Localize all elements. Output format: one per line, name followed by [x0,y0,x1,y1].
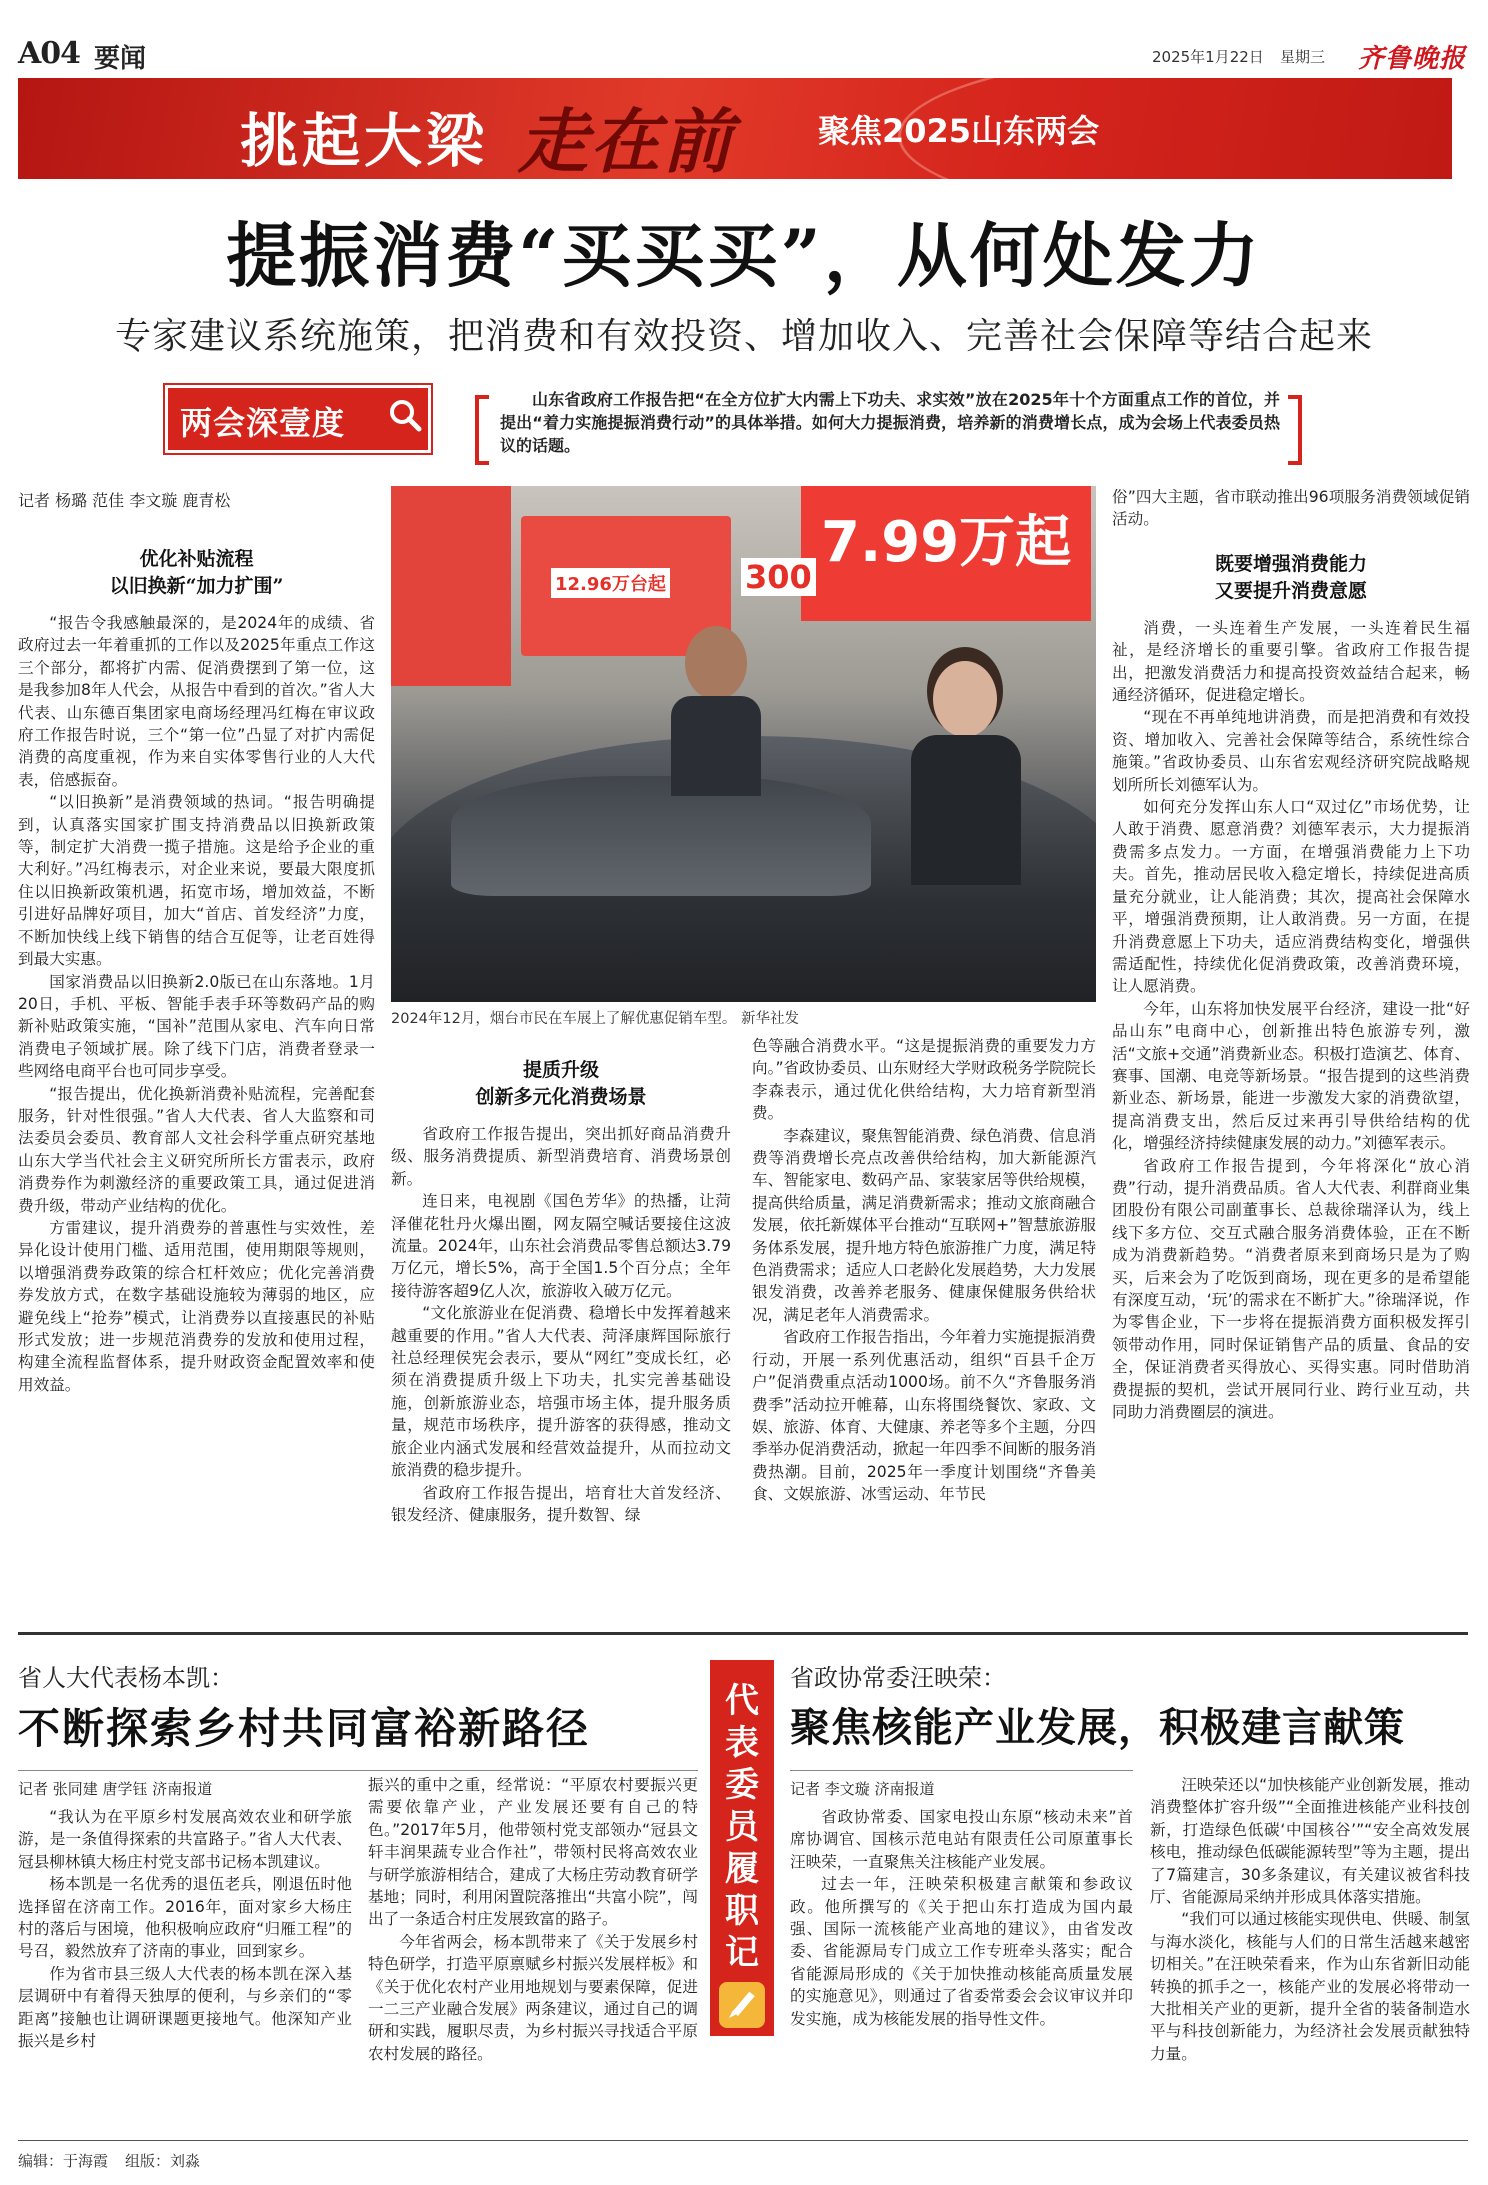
col4-para: 今年，山东将加快发展平台经济，建设一批“好品山东”电商中心，创新推出特色旅游专列，激活“文旅+交通”消费新业态。积极打造演艺、体育、赛事、国潮、电竞等新场景。“报告提到的这些消费新业态、新场景，能进一步激发大家的消费欲望，提高消费支出，然后反过来再引导供给结构的优化，增强经济持续健康发展的动力。”刘德军表示。 [1112,999,1470,1153]
col1-subhead-2: 以旧换新“加力扩围” [109,575,284,597]
right-story-kicker: 省政协常委汪映荣： [790,1664,1006,1692]
photo-person-woman [911,661,1021,881]
col3-para: 色等融合消费水平。“这是提振消费的重要发力方向。”省政协委员、山东财经大学财政税务学院院长李森表示，通过优化供给结构，大力培育新型消费。 [752,1037,1096,1123]
section-name: 要闻 [94,44,147,74]
right-story-col-2 [1150,1774,1470,2065]
col4-para: 如何充分发挥山东人口“双过亿”市场优势，让人敢于消费、愿意消费？刘德军表示，大力提振消费需多点发力。一方面，在增强消费能力上下功夫。首先，推动居民收入稳定增长，持续促进高质量充分就业，让人能消费；其次，提高社会保障水平，增强消费预期，让人敢消费。另一方面，在提升消费意愿上下功夫，适应消费结构变化，增强供需适配性，持续优化促消费政策，改善消费环境，让人愿消费。 [1112,798,1470,996]
col4-para: 省政府工作报告提到，今年将深化“放心消费”行动，提升消费品质。省人大代表、利群商业集团股份有限公司副董事长、总裁徐瑞泽认为，线上线下多方位、交互式融合服务消费体验，正在不断成为消费新趋势。“消费者原来到商场只是为了购买，后来会为了吃饭到商场，现在更多的是希望能有深度互动，‘玩’的需求在不断扩大。”徐瑞泽说，作为零售企业，下一步将在提振消费方面积极发挥引领带动作用，同时保证销售产品的质量、食品的安全，保证消费者买得放心、买得实惠。同时借助消费提振的契机，尝试开展同行业、跨行业互动，共同助力消费圈层的演进。 [1112,1156,1470,1422]
col3-para: 省政府工作报告指出，今年着力实施提振消费行动，开展一系列优惠活动，组织“百县千企万户”促消费重点活动1000场。前不久“齐鲁服务消费季”活动拉开帷幕，山东将围绕餐饮、家政、文娱、旅游、体育、大健康、养老等多个主题，分四季举办促消费活动，掀起一年四季不间断的服务消费热潮。目前，2025年一季度计划围绕“齐鲁美食、文娱旅游、冰雪运动、年节民 [752,1328,1096,1504]
col4-intro: 俗”四大主题，省市联动推出96项服务消费领域促销活动。 [1112,488,1470,529]
lead-bracket-right [1288,395,1302,465]
photo-price-tag2: 300 [741,558,816,596]
col1-para: 国家消费品以旧换新2.0版已在山东落地。1月20日，手机、平板、智能手表手环等数码产品的购新补贴政策实施，“国补”范围从家电、汽车向日常消费电子领域扩展。除了线下门店，消费者登录一些网络电商平台也可同步享受。 [18,972,375,1081]
col2-para: “文化旅游业在促消费、稳增长中发挥着越来越重要的作用。”省人大代表、菏泽康辉国际旅行社总经理侯宪会表示，要从“网红”变成长红，必须在消费提质升级上下功夫，扎实完善基础设施，创新旅游业态，培强市场主体，提升服务质量，规范市场秩序，提升游客的获得感，推动文旅企业内涵式发展和经营效益提升，从而拉动文旅消费的稳步提升。 [391,1304,731,1480]
issue-weekday: 星期三 [1280,48,1326,66]
col2-para: 连日来，电视剧《国色芳华》的热播，让菏泽催花牡丹火爆出圈，网友隔空喊话要接住这波流量。2024年，山东社会消费品零售总额达3.79万亿元，增长5%，高于全国1.5个百分点；全年接待游客超9亿人次，旅游收入破万亿元。 [391,1192,731,1300]
main-subheadline: 专家建议系统施策，把消费和有效投资、增加收入、完善社会保障等结合起来 [114,316,1373,357]
left-story-para: 作为省市县三级人大代表的杨本凯在深入基层调研中有着得天独厚的便利，与乡亲们的“零距离”接触也让调研课题更接地气。他深知产业振兴是乡村 [18,1964,352,2051]
right-story-para: “我们可以通过核能实现供电、供暖、制氢与海水淡化，核能与人们的日常生活越来越密切相关。”在汪映荣看来，作为山东省新旧动能转换的抓手之一，核能产业的发展必将带动一大批相关产业的更新，提升全省的装备制造水平与科技创新能力，为经济社会发展贡献独特力量。 [1150,1910,1470,2063]
left-story-col-2 [368,1774,698,2065]
photo-caption: 2024年12月，烟台市民在车展上了解优惠促销车型。 新华社发 [391,1011,799,1027]
banner-slogan-main: 挑起大梁 [240,107,489,175]
theme-banner [18,78,1452,179]
right-story-col-1 [790,1806,1133,2030]
column-tag [165,385,431,453]
col3-para: 李森建议，聚焦智能消费、绿色消费、信息消费等消费增长亮点改善供给结构，加大新能源汽车、智能家电、数码产品、家装家居等供给规模，提高供给质量，满足消费新需求；推动文旅商融合发展，依托新媒体平台推动“互联网+”智慧旅游服务体系发展，提升地方特色旅游推广力度，满足特色消费需求；适应人口老龄化发展趋势，大力发展银发消费，改善养老服务、健康保健服务供给状况，满足老年人消费需求。 [752,1126,1096,1324]
pencil-icon [719,1982,765,2028]
left-story-headline: 不断探索乡村共同富裕新路径 [18,1704,591,1753]
photo-car-window [451,776,871,896]
page-header [18,36,1468,76]
page-code: A04 [18,36,81,71]
right-story-para: 过去一年，汪映荣积极建言献策和参政议政。他所撰写的《关于把山东打造成为国内最强、国际一流核能产业高地的建议》，由省发改委、省能源局专门成立工作专班牵头落实；配合省能源局形成的《关于加快推动核能高质量发展的实施意见》，则通过了省委常委会会议审议并印发实施，成为核能发展的指导性文件。 [790,1875,1133,2028]
col2-para: 省政府工作报告提出，培育壮大首发经济、银发经济、健康服务，提升数智、绿 [391,1483,731,1524]
right-story-rule [790,1770,1133,1771]
col2-para: 省政府工作报告提出，突出抓好商品消费升级、服务消费提质、新型消费培育、消费场景创新。 [391,1125,731,1188]
col1-para: “以旧换新”是消费领域的热词。“报告明确提到，认真落实国家扩围支持消费品以旧换新政策等，制定扩大消费一揽子措施。这是给予企业的重大利好。”冯红梅表示，对企业来说，要最大限度抓住以旧换新政策机遇，拓宽市场，增加效益，不断引进好品牌好项目，加大“首店、首发经济”力度，不断加快线上线下销售的结合互促等，让老百姓得到最大实惠。 [18,793,375,969]
lead-bracket-left [475,395,489,465]
col1-para: “报告提出，优化换新消费补贴流程，完善配套服务，针对性很强。”省人大代表、省人大监察和司法委员会委员、教育部人文社会科学重点研究基地山东大学当代社会主义研究所所长方雷表示，政府消费券作为刺激经济的重要政策工具，通过促进消费升级，带动产业结构的优化。 [18,1084,375,1215]
photo-price-main: 7.99万起 [821,510,1072,575]
main-headline: 提振消费“买买买”，从何处发力 [226,214,1262,297]
left-story-para: 振兴的重中之重，经常说：“平原农村要振兴更需要依靠产业，产业发展还要有自己的特色。”2017年5月，他带领村党支部领办“冠县文轩丰润果蔬专业合作社”，带领村民将高效农业与研学旅游相结合，建成了大杨庄劳动教育研学基地；同时，利用闲置院落推出“共富小院”，闯出了一条适合村庄发展致富的路子。 [368,1776,698,1929]
feature-tag-label: 代表委员履职记 [725,1681,759,1973]
photo-price-tag1: 12.96万台起 [551,568,670,598]
col4-subhead-1: 既要增强消费能力 [1214,552,1367,575]
magnifier-icon [388,398,418,428]
left-story-byline: 记者 张同建 唐学钰 济南报道 [18,1780,213,1798]
main-col-2 [391,1035,731,1526]
lead-text: 山东省政府工作报告把“在全方位扩大内需上下功夫、求实效”放在2025年十个方面重点工作的首位，并提出“着力实施提振消费行动”的具体举措。如何大力提振消费，培养新的消费增长点，成为会场上代表委员热议的话题。 [500,390,1280,455]
right-story-byline: 记者 李文璇 济南报道 [790,1780,935,1798]
main-col-4 [1112,486,1470,1423]
footer-layout: 组版：刘淼 [125,2152,201,2170]
feature-tag [710,1660,774,2036]
left-story-kicker: 省人大代表杨本凯： [18,1664,234,1692]
left-story-col-1 [18,1806,352,2052]
right-story-headline: 聚焦核能产业发展，积极建言献策 [790,1704,1405,1751]
col4-para: “现在不再单纯地讲消费，而是把消费和有效投资、增加收入、完善社会保障等结合，系统性综合施策。”省政协委员、山东省宏观经济研究院战略规划所所长刘德军认为。 [1112,708,1470,794]
col4-subhead-2: 又要提升消费意愿 [1214,579,1367,602]
col2-subhead-2: 创新多元化消费场景 [475,1086,647,1108]
main-col-1 [18,516,375,1396]
left-story-para: 今年省两会，杨本凯带来了《关于发展乡村特色研学，打造平原禀赋乡村振兴发展样板》和《关于优化农村产业用地规划与要素保障，促进一二三产业融合发展》两条建议，通过自己的调研和实践，履职尽责，为乡村振兴寻找适合平原农村发展的路径。 [368,1932,698,2063]
photo-person-man [671,626,761,796]
left-story-para: “我认为在平原乡村发展高效农业和研学旅游，是一条值得探索的共富路子。”省人大代表、冠县柳林镇大杨庄村党支部书记杨本凯建议。 [18,1808,352,1871]
col2-subhead-1: 提质升级 [522,1059,599,1081]
banner-focus: 聚焦2025山东两会 [818,112,1100,150]
col1-para: “报告令我感触最深的，是2024年的成绩、省政府过去一年着重抓的工作以及2025年重点工作这三个部分，都将扩内需、促消费摆到了第一位，这是我参加8年人代会，从报告中看到的首次。”省人大代表、山东德百集团家电商场经理冯红梅在审议政府工作报告时说，三个“第一位”凸显了对扩内需促消费的高度重视，作为来自实体零售行业的人大代表，倍感振奋。 [18,614,375,789]
left-story-para: 杨本凯是一名优秀的退伍老兵，刚退伍时他选择留在济南工作。2016年，面对家乡大杨庄村的落后与困境，他积极响应政府“归雁工程”的号召，毅然放弃了济南的事业，回到家乡。 [18,1875,352,1961]
banner-slogan-accent: 走在前 [518,100,734,179]
section-divider [18,1632,1468,1635]
footer-rule [18,2140,1468,2141]
issue-date: 2025年1月22日 [1152,48,1264,66]
main-byline: 记者 杨璐 范佳 李文璇 鹿青松 [18,491,231,510]
col1-subhead-1: 优化补贴流程 [139,548,254,570]
right-story-para: 省政协常委、国家电投山东原“核动未来”首席协调官、国核示范电站有限责任公司原董事长汪映荣，一直聚焦关注核能产业发展。 [790,1808,1133,1871]
col4-para: 消费，一头连着生产发展，一头连着民生福祉，是经济增长的重要引擎。省政府工作报告提出，把激发消费活力和提高投资效益结合起来，畅通经济循环，促进稳定增长。 [1112,618,1470,705]
column-tag-label: 两会深壹度 [180,404,346,442]
photo-backdrop-red [391,486,511,686]
news-photo [391,486,1096,1002]
main-col-3 [752,1035,1096,1506]
col1-para: 方雷建议，提升消费券的普惠性与实效性，差异化设计使用门槛、适用范围，使用期限等规则，以增强消费券政策的综合杠杆效应；优化完善消费券发放方式，在数字基础设施较为薄弱的地区，应避免线上“抢券”模式，让消费券以直接惠民的补贴形式发放；进一步规范消费券的发放和使用过程，构建全流程监督体系，提升财政资金配置效率和使用效益。 [18,1218,375,1394]
left-story-rule [18,1770,698,1771]
right-story-para: 汪映荣还以“加快核能产业创新发展，推动消费整体扩容升级”“全面推进核能产业科技创新，打造绿色低碳‘中国核谷’”“安全高效发展核电，推动绿色低碳能源转型”等为主题，提出了7篇建言，30多条建议，有关建议被省科技厅、省能源局采纳并形成具体落实措施。 [1150,1776,1470,1907]
footer-editor: 编辑：于海霞 [18,2152,109,2170]
paper-logo: 齐鲁晚报 [1358,44,1467,74]
